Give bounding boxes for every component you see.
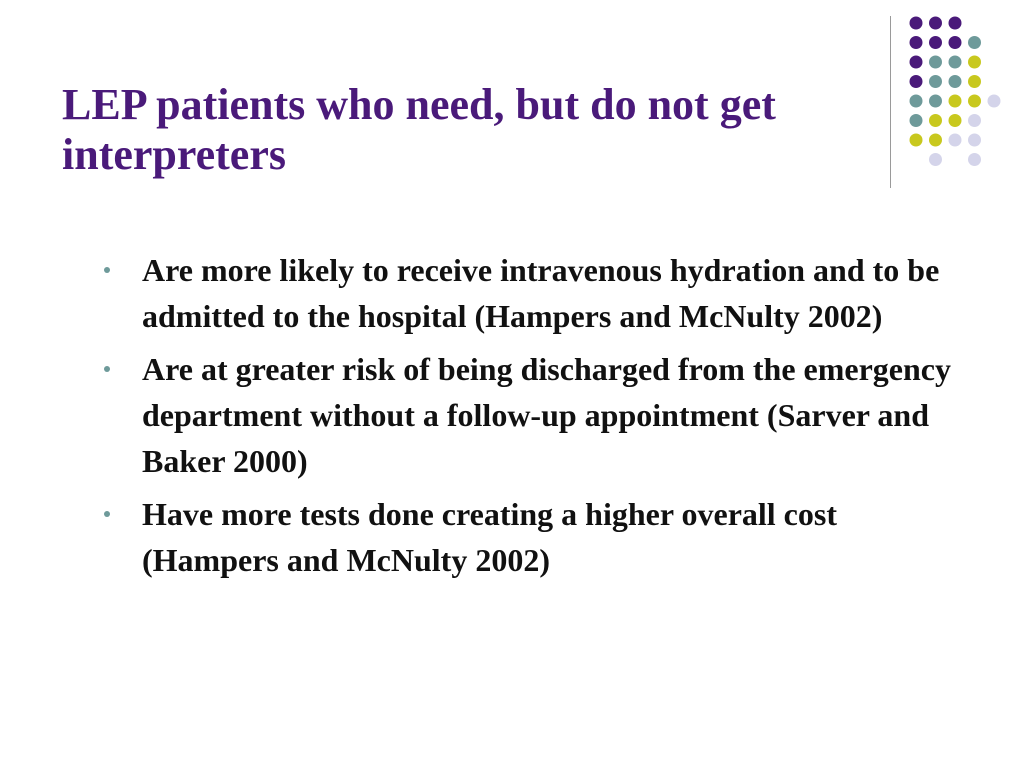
decorative-dot [910, 17, 923, 30]
bullet-text: Are more likely to receive intravenous hydration and to be admitted to the hospital (Hampers and McNulty 2002) [142, 252, 940, 334]
decorative-dot [968, 153, 981, 166]
bullet-text: Have more tests done creating a higher overall cost (Hampers and McNulty 2002) [142, 496, 837, 578]
decorative-dot [949, 95, 962, 108]
bullet-list [104, 247, 954, 590]
bullet-marker-icon [104, 366, 110, 372]
bullet-marker-icon [104, 511, 110, 517]
decorative-dot [929, 95, 942, 108]
decorative-dot [910, 134, 923, 147]
decorative-dot [929, 17, 942, 30]
decorative-dot [968, 56, 981, 69]
bullet-item [104, 247, 954, 339]
bullet-item [104, 491, 954, 583]
decorative-dot [929, 153, 942, 166]
bullet-item [104, 346, 954, 484]
decorative-dot [949, 17, 962, 30]
decorative-dot [929, 36, 942, 49]
decorative-dot [929, 75, 942, 88]
decorative-dot [910, 56, 923, 69]
decorative-dot [910, 36, 923, 49]
slide-title: LEP patients who need, but do not get interpreters [62, 80, 776, 179]
decorative-dot [949, 56, 962, 69]
decorative-dot [968, 75, 981, 88]
decorative-dot [988, 95, 1001, 108]
decorative-dot [949, 114, 962, 127]
title-divider-line [890, 16, 891, 188]
decorative-dot [910, 75, 923, 88]
decorative-dot [968, 36, 981, 49]
bullet-marker-icon [104, 267, 110, 273]
decorative-dot [929, 134, 942, 147]
decorative-dot [968, 95, 981, 108]
decorative-dot [929, 114, 942, 127]
decorative-dot [949, 134, 962, 147]
decorative-dot [949, 75, 962, 88]
decorative-dot [949, 36, 962, 49]
decorative-dot [968, 114, 981, 127]
decorative-dot [929, 56, 942, 69]
decorative-dot [910, 95, 923, 108]
decorative-dot [910, 114, 923, 127]
bullet-text: Are at greater risk of being discharged from the emergency department without a follow-up appointment (Sarver and Baker 2000) [142, 351, 951, 479]
decorative-dot [968, 134, 981, 147]
